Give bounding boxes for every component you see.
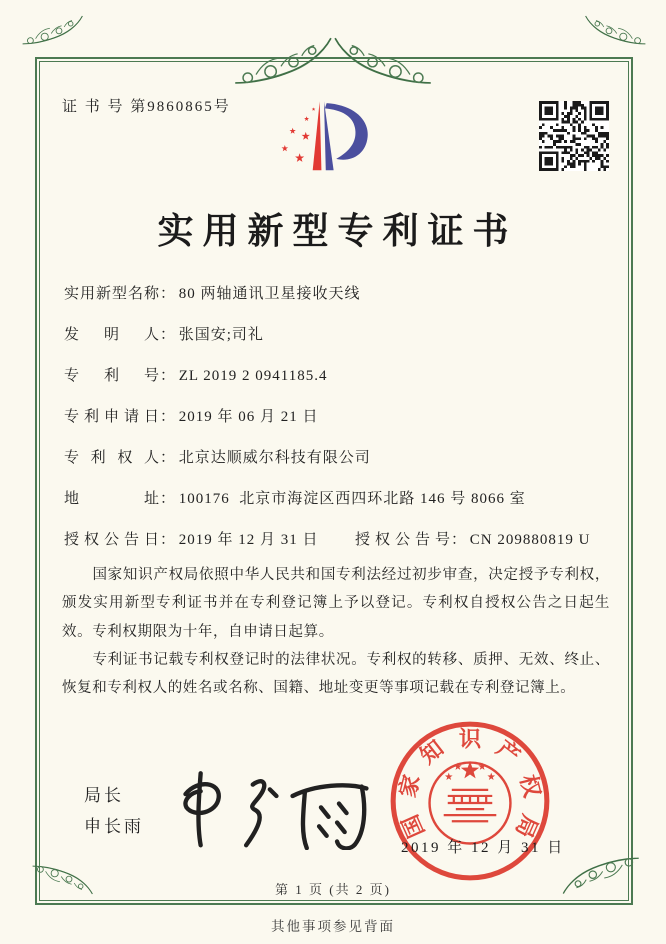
field-label: 授权公告号 bbox=[355, 532, 451, 548]
field-row-inventor bbox=[64, 324, 609, 346]
certificate-number: 证 书 号 第9860865号 bbox=[62, 99, 231, 115]
seal-char: 知 bbox=[415, 735, 449, 769]
seal-date: 2019 年 12 月 31 日 bbox=[401, 840, 565, 856]
legal-paragraph-1: 国家知识产权局依照中华人民共和国专利法经过初步审查，决定授予专利权，颁发实用新型专利证书并在专利登记簿上予以登记。专利权自授权公告之日起生效。专利权期限为十年，自申请日起算。 bbox=[62, 567, 610, 640]
field-label: 授权公告日 bbox=[64, 532, 160, 548]
footer-page-number: 第 1 页 (共 2 页) bbox=[275, 882, 391, 897]
ornament-top-right-icon bbox=[578, 14, 648, 54]
field-value: 北京达顺威尔科技有限公司 bbox=[178, 450, 371, 466]
field-row-grant bbox=[64, 529, 609, 551]
field-label: 地址 bbox=[64, 491, 160, 507]
seal-char: 国 bbox=[397, 811, 430, 842]
field-colon: ： bbox=[160, 491, 176, 507]
field-value: 100176 北京市海淀区西四环北路 146 号 8066 室 bbox=[178, 491, 526, 507]
national-emblem-icon bbox=[430, 761, 511, 843]
field-list bbox=[64, 283, 609, 570]
footer-note: 其他事项参见背面 bbox=[271, 919, 395, 934]
seal-char: 识 bbox=[458, 726, 482, 752]
field-value: CN 209880819 U bbox=[469, 532, 591, 548]
signer-title: 局长 bbox=[84, 786, 124, 805]
field-colon: ： bbox=[160, 532, 176, 548]
seal-char: 产 bbox=[491, 735, 525, 769]
field-label: 专利申请日 bbox=[64, 409, 160, 425]
field-grant-date bbox=[64, 529, 355, 551]
legal-text bbox=[62, 561, 610, 702]
field-value: 2019 年 06 月 21 日 bbox=[178, 409, 319, 425]
field-label: 专利权人 bbox=[64, 450, 160, 466]
field-row-patentee bbox=[64, 447, 609, 469]
field-colon: ： bbox=[160, 450, 176, 466]
field-colon: ： bbox=[160, 409, 176, 425]
field-colon: ： bbox=[451, 532, 467, 548]
certificate-title: 实用新型专利证书 bbox=[157, 211, 518, 251]
legal-paragraph-2: 专利证书记载专利权登记时的法律状况。专利权的转移、质押、无效、终止、恢复和专利权人的姓名或名称、国籍、地址变更等事项记载在专利登记簿上。 bbox=[62, 651, 610, 697]
field-row-patent-no bbox=[64, 365, 609, 387]
qr-code-icon bbox=[539, 101, 609, 171]
seal-char: 局 bbox=[510, 811, 543, 842]
field-value: 2019 年 12 月 31 日 bbox=[178, 532, 319, 548]
field-row-address bbox=[64, 488, 609, 510]
field-value: 张国安;司礼 bbox=[178, 327, 264, 343]
field-colon: ： bbox=[160, 368, 176, 384]
field-label: 专利号 bbox=[64, 368, 160, 384]
field-label: 发明人 bbox=[64, 327, 160, 343]
field-row-name bbox=[64, 283, 609, 305]
field-colon: ： bbox=[160, 286, 176, 302]
field-value: ZL 2019 2 0941185.4 bbox=[178, 368, 328, 384]
seal-char: 权 bbox=[515, 772, 546, 800]
field-value: 80 两轴通讯卫星接收天线 bbox=[178, 286, 361, 302]
field-row-filing-date bbox=[64, 406, 609, 428]
signer-name: 申长雨 bbox=[84, 817, 144, 836]
field-grant-no bbox=[355, 529, 590, 551]
ornament-top-left-icon bbox=[20, 14, 90, 54]
seal-char: 家 bbox=[394, 772, 425, 800]
field-colon: ： bbox=[160, 327, 176, 343]
cnipa-p-logo-icon bbox=[270, 88, 392, 188]
official-seal-icon bbox=[381, 712, 559, 890]
director-signature-icon bbox=[168, 760, 383, 850]
field-label: 实用新型名称 bbox=[64, 286, 161, 302]
